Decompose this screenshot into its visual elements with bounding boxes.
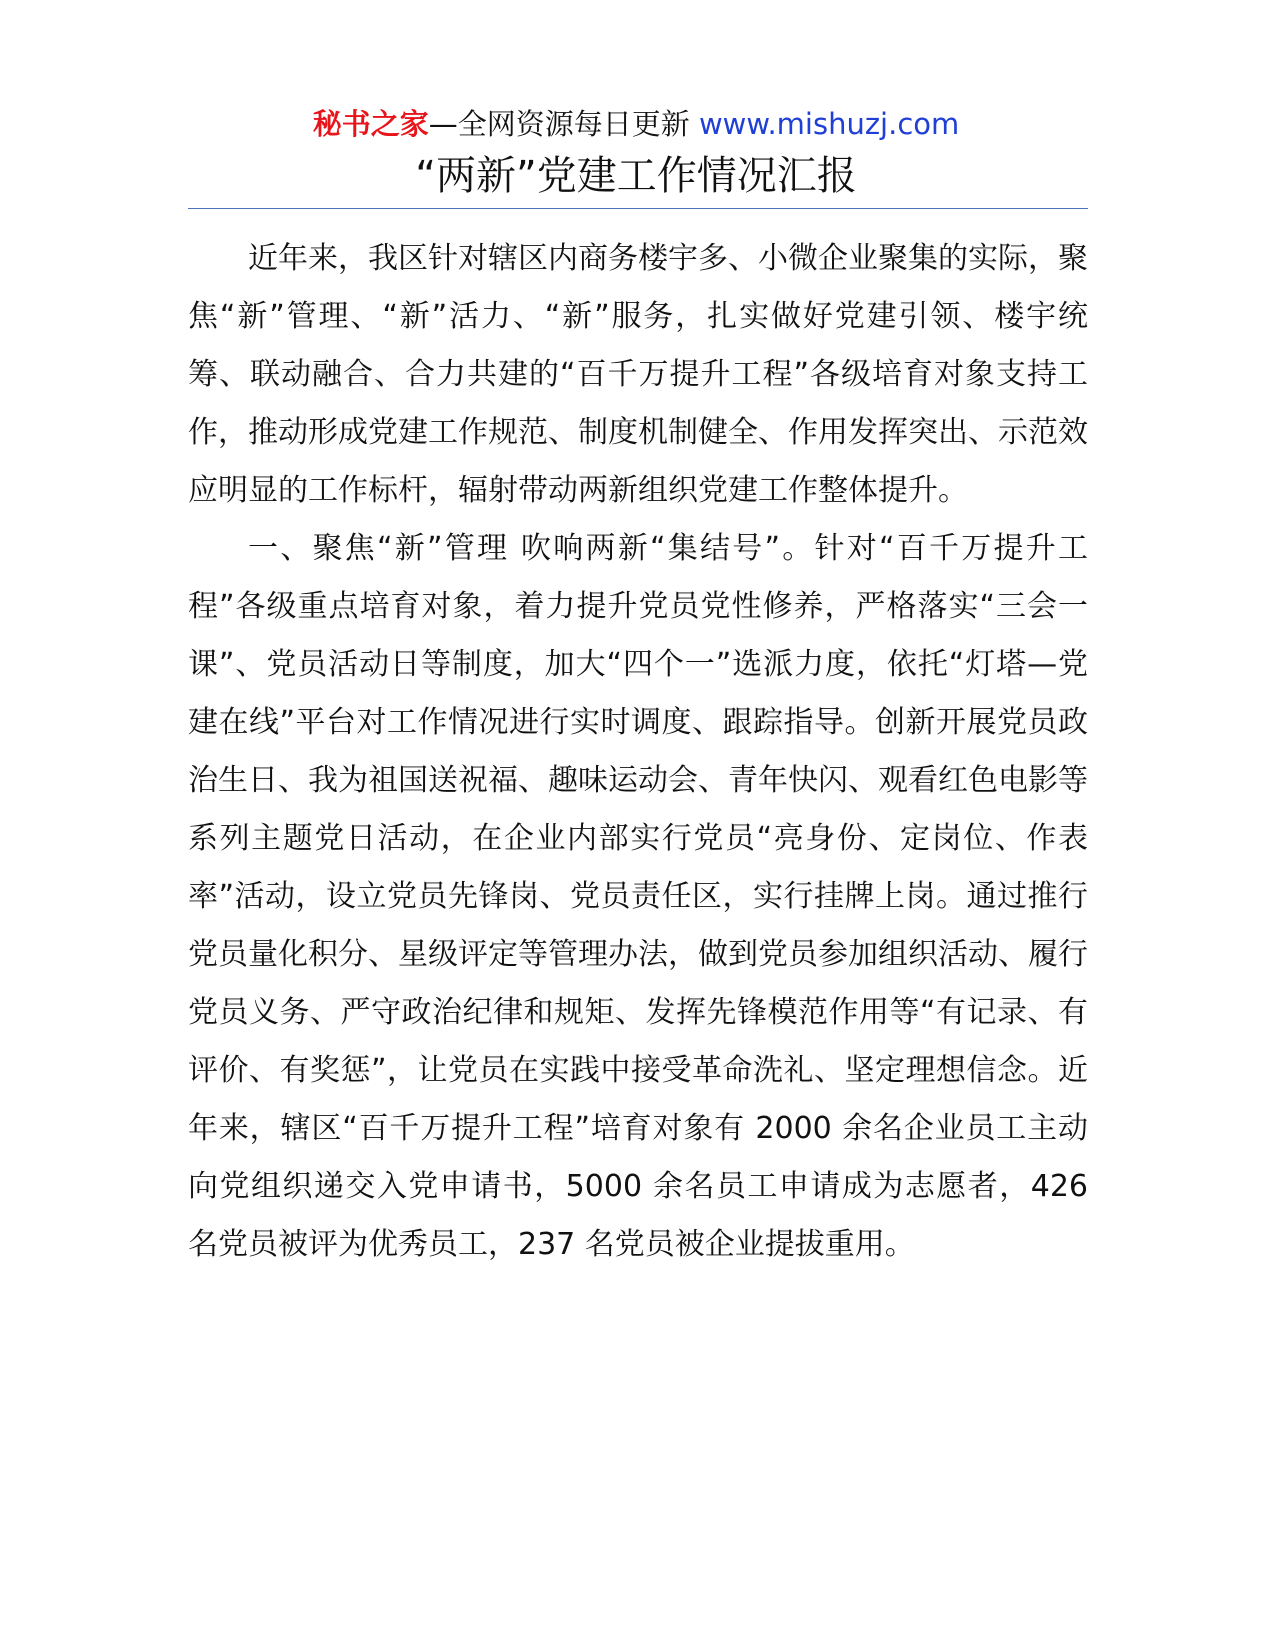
document-body	[188, 230, 1088, 1274]
paragraph-intro: 近年来，我区针对辖区内商务楼宇多、小微企业聚集的实际，聚焦“新”管理、“新”活力、“新”服务，扎实做好党建引领、楼宇统筹、联动融合、合力共建的“百千万提升工程”各级培育对象支持工作，推动形成党建工作规范、制度机制健全、作用发挥突出、示范效应明显的工作标杆，辐射带动两新组织党建工作整体提升。	[188, 241, 1088, 508]
title-divider	[188, 208, 1088, 209]
brand-name: 秘书之家	[312, 107, 429, 141]
site-url-link[interactable]: www.mishuzj.com	[698, 107, 960, 141]
site-header	[186, 100, 1086, 148]
header-slogan: —全网资源每日更新	[428, 107, 699, 141]
document-title: “两新”党建工作情况汇报	[415, 153, 857, 199]
paragraph-section-one: 一、聚焦“新”管理 吹响两新“集结号”。针对“百千万提升工程”各级重点培育对象，着力提升党员党性修养，严格落实“三会一课”、党员活动日等制度，加大“四个一”选派力度，依托“灯塔—党建在线”平台对工作情况进行实时调度、跟踪指导。创新开展党员政治生日、我为祖国送祝福、趣味运动会、青年快闪、观看红色电影等系列主题党日活动，在企业内部实行党员“亮身份、定岗位、作表率”活动，设立党员先锋岗、党员责任区，实行挂牌上岗。通过推行党员量化积分、星级评定等管理办法，做到党员参加组织活动、履行党员义务、严守政治纪律和规矩、发挥先锋模范作用等“有记录、有评价、有奖惩”，让党员在实践中接受革命洗礼、坚定理想信念。近年来，辖区“百千万提升工程”培育对象有 2000 余名企业员工主动向党组织递交入党申请书，5000 余名员工申请成为志愿者，426 名党员被评为优秀员工，237 名党员被企业提拔重用。	[188, 531, 1088, 1262]
